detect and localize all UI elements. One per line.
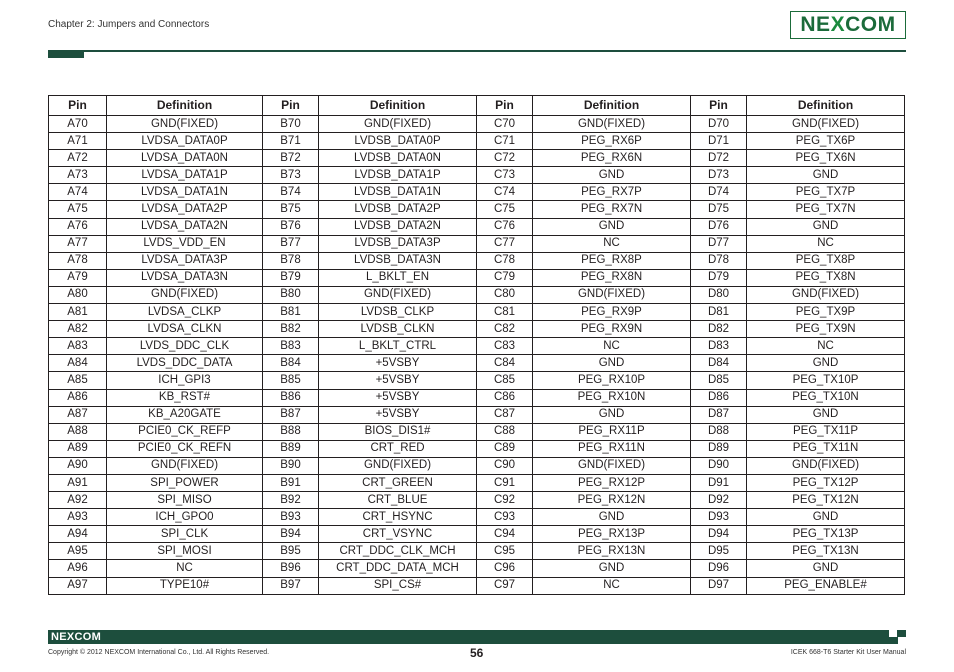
definition-cell: PEG_TX13N: [747, 543, 905, 560]
definition-cell: CRT_HSYNC: [319, 509, 477, 526]
definition-cell: CRT_VSYNC: [319, 526, 477, 543]
definition-cell: PEG_RX10P: [533, 372, 691, 389]
table-row: [49, 526, 905, 543]
pin-cell: A72: [49, 150, 107, 167]
definition-cell: PEG_TX8N: [747, 269, 905, 286]
footer-logo: NEXCOM: [51, 631, 102, 643]
pin-cell: D84: [691, 355, 747, 372]
column-header-definition: Definition: [747, 96, 905, 116]
pin-cell: D81: [691, 304, 747, 321]
definition-cell: LVDSB_DATA2P: [319, 201, 477, 218]
definition-cell: PEG_TX9N: [747, 321, 905, 338]
pin-cell: C74: [477, 184, 533, 201]
definition-cell: GND(FIXED): [533, 286, 691, 303]
pin-cell: A90: [49, 457, 107, 474]
table-row: [49, 184, 905, 201]
manual-title: ICEK 668-T6 Starter Kit User Manual: [790, 649, 906, 656]
definition-cell: PEG_TX8P: [747, 252, 905, 269]
definition-cell: PEG_TX11P: [747, 423, 905, 440]
definition-cell: LVDSA_CLKN: [107, 321, 263, 338]
table-body: [49, 116, 905, 595]
pin-cell: A95: [49, 543, 107, 560]
definition-cell: PEG_TX13P: [747, 526, 905, 543]
pin-cell: C72: [477, 150, 533, 167]
logo-part-ne: NE: [800, 13, 831, 36]
table-row: [49, 474, 905, 491]
pin-cell: D70: [691, 116, 747, 133]
definition-cell: GND(FIXED): [747, 286, 905, 303]
definition-cell: L_BKLT_CTRL: [319, 338, 477, 355]
definition-cell: GND: [747, 167, 905, 184]
definition-cell: KB_RST#: [107, 389, 263, 406]
pin-cell: D73: [691, 167, 747, 184]
definition-cell: KB_A20GATE: [107, 406, 263, 423]
pin-cell: A74: [49, 184, 107, 201]
definition-cell: +5VSBY: [319, 389, 477, 406]
pin-cell: D92: [691, 492, 747, 509]
definition-cell: SPI_MOSI: [107, 543, 263, 560]
header-tab-accent: [48, 50, 84, 58]
pin-cell: C94: [477, 526, 533, 543]
pin-cell: B89: [263, 440, 319, 457]
definition-cell: LVDSA_DATA2N: [107, 218, 263, 235]
pin-cell: C71: [477, 133, 533, 150]
definition-cell: LVDSA_DATA3N: [107, 269, 263, 286]
pin-cell: A75: [49, 201, 107, 218]
definition-cell: LVDSA_DATA0P: [107, 133, 263, 150]
column-header-definition: Definition: [107, 96, 263, 116]
definition-cell: PEG_RX10N: [533, 389, 691, 406]
definition-cell: GND(FIXED): [319, 116, 477, 133]
pin-cell: A83: [49, 338, 107, 355]
pin-cell: D75: [691, 201, 747, 218]
pin-cell: C78: [477, 252, 533, 269]
pin-cell: D97: [691, 577, 747, 594]
definition-cell: PCIE0_CK_REFN: [107, 440, 263, 457]
definition-cell: PEG_RX7P: [533, 184, 691, 201]
pin-cell: C90: [477, 457, 533, 474]
table-row: [49, 543, 905, 560]
pin-cell: C83: [477, 338, 533, 355]
pin-cell: B77: [263, 235, 319, 252]
pin-cell: A86: [49, 389, 107, 406]
pin-cell: C86: [477, 389, 533, 406]
definition-cell: LVDSA_DATA0N: [107, 150, 263, 167]
pin-cell: C76: [477, 218, 533, 235]
column-header-definition: Definition: [533, 96, 691, 116]
table-row: [49, 406, 905, 423]
definition-cell: PEG_TX6P: [747, 133, 905, 150]
definition-cell: LVDSB_CLKP: [319, 304, 477, 321]
definition-cell: CRT_GREEN: [319, 474, 477, 491]
definition-cell: PEG_TX9P: [747, 304, 905, 321]
definition-cell: ICH_GPI3: [107, 372, 263, 389]
footer-corner-mark: [898, 637, 906, 644]
pin-cell: B88: [263, 423, 319, 440]
pin-cell: D88: [691, 423, 747, 440]
pin-cell: B94: [263, 526, 319, 543]
definition-cell: GND(FIXED): [533, 457, 691, 474]
pin-cell: D83: [691, 338, 747, 355]
pin-cell: D80: [691, 286, 747, 303]
pin-cell: D78: [691, 252, 747, 269]
pin-cell: A81: [49, 304, 107, 321]
definition-cell: PEG_RX9P: [533, 304, 691, 321]
pin-cell: D74: [691, 184, 747, 201]
pin-cell: B90: [263, 457, 319, 474]
pin-cell: C81: [477, 304, 533, 321]
column-header-definition: Definition: [319, 96, 477, 116]
pin-cell: B96: [263, 560, 319, 577]
table-row: [49, 389, 905, 406]
definition-cell: L_BKLT_EN: [319, 269, 477, 286]
definition-cell: GND(FIXED): [747, 116, 905, 133]
definition-cell: SPI_CLK: [107, 526, 263, 543]
definition-cell: PEG_RX6N: [533, 150, 691, 167]
pin-cell: D82: [691, 321, 747, 338]
pin-cell: C85: [477, 372, 533, 389]
table-row: [49, 304, 905, 321]
definition-cell: LVDS_DDC_DATA: [107, 355, 263, 372]
definition-cell: GND(FIXED): [533, 116, 691, 133]
definition-cell: GND: [533, 406, 691, 423]
pin-cell: B80: [263, 286, 319, 303]
definition-cell: PEG_RX8N: [533, 269, 691, 286]
pin-cell: D72: [691, 150, 747, 167]
table-header-row: [49, 96, 905, 116]
pin-cell: D93: [691, 509, 747, 526]
definition-cell: NC: [533, 577, 691, 594]
pin-cell: B74: [263, 184, 319, 201]
definition-cell: PCIE0_CK_REFP: [107, 423, 263, 440]
definition-cell: PEG_TX10N: [747, 389, 905, 406]
definition-cell: PEG_TX7N: [747, 201, 905, 218]
definition-cell: CRT_DDC_CLK_MCH: [319, 543, 477, 560]
logo-part-x: X: [830, 13, 846, 36]
pin-cell: C79: [477, 269, 533, 286]
table-row: [49, 457, 905, 474]
definition-cell: PEG_RX7N: [533, 201, 691, 218]
pin-cell: A97: [49, 577, 107, 594]
definition-cell: GND: [747, 560, 905, 577]
table-row: [49, 372, 905, 389]
pin-cell: A96: [49, 560, 107, 577]
definition-cell: NC: [747, 338, 905, 355]
pin-cell: A93: [49, 509, 107, 526]
pin-cell: B79: [263, 269, 319, 286]
definition-cell: GND(FIXED): [107, 116, 263, 133]
pin-cell: C95: [477, 543, 533, 560]
definition-cell: GND: [747, 509, 905, 526]
definition-cell: GND(FIXED): [107, 457, 263, 474]
pin-cell: C92: [477, 492, 533, 509]
pin-cell: A82: [49, 321, 107, 338]
chapter-title: Chapter 2: Jumpers and Connectors: [48, 19, 210, 30]
pin-cell: D77: [691, 235, 747, 252]
column-header-pin: Pin: [49, 96, 107, 116]
definition-cell: PEG_RX6P: [533, 133, 691, 150]
definition-cell: GND(FIXED): [747, 457, 905, 474]
pin-cell: A84: [49, 355, 107, 372]
pin-cell: A77: [49, 235, 107, 252]
table-row: [49, 509, 905, 526]
pin-cell: A80: [49, 286, 107, 303]
definition-cell: LVDSA_CLKP: [107, 304, 263, 321]
definition-cell: LVDSA_DATA3P: [107, 252, 263, 269]
definition-cell: LVDS_VDD_EN: [107, 235, 263, 252]
pin-cell: B82: [263, 321, 319, 338]
definition-cell: CRT_BLUE: [319, 492, 477, 509]
definition-cell: PEG_TX12P: [747, 474, 905, 491]
pin-cell: B85: [263, 372, 319, 389]
pin-cell: C88: [477, 423, 533, 440]
pin-cell: B81: [263, 304, 319, 321]
table-row: [49, 492, 905, 509]
pin-cell: B71: [263, 133, 319, 150]
pin-cell: B83: [263, 338, 319, 355]
table-row: [49, 235, 905, 252]
pin-cell: A88: [49, 423, 107, 440]
definition-cell: PEG_RX12N: [533, 492, 691, 509]
pin-cell: A87: [49, 406, 107, 423]
pin-cell: D96: [691, 560, 747, 577]
pin-cell: D85: [691, 372, 747, 389]
definition-cell: SPI_POWER: [107, 474, 263, 491]
pin-cell: D95: [691, 543, 747, 560]
definition-cell: LVDSB_DATA0N: [319, 150, 477, 167]
pin-cell: A70: [49, 116, 107, 133]
definition-cell: LVDSA_DATA1P: [107, 167, 263, 184]
pin-cell: A91: [49, 474, 107, 491]
pin-cell: B76: [263, 218, 319, 235]
definition-cell: TYPE10#: [107, 577, 263, 594]
column-header-pin: Pin: [477, 96, 533, 116]
pin-cell: D76: [691, 218, 747, 235]
pin-cell: C89: [477, 440, 533, 457]
definition-cell: PEG_RX12P: [533, 474, 691, 491]
definition-cell: PEG_TX6N: [747, 150, 905, 167]
pin-cell: B75: [263, 201, 319, 218]
pin-definition-table: [48, 95, 905, 595]
column-header-pin: Pin: [691, 96, 747, 116]
pin-cell: C97: [477, 577, 533, 594]
pin-cell: C73: [477, 167, 533, 184]
definition-cell: CRT_DDC_DATA_MCH: [319, 560, 477, 577]
pin-cell: C87: [477, 406, 533, 423]
page-number: 56: [470, 646, 484, 660]
definition-cell: LVDSB_DATA3N: [319, 252, 477, 269]
definition-cell: LVDSB_CLKN: [319, 321, 477, 338]
footer-corner-mark: [889, 630, 897, 637]
pin-cell: A85: [49, 372, 107, 389]
definition-cell: LVDSB_DATA1P: [319, 167, 477, 184]
table-row: [49, 321, 905, 338]
definition-cell: LVDSB_DATA0P: [319, 133, 477, 150]
pin-cell: B73: [263, 167, 319, 184]
definition-cell: NC: [107, 560, 263, 577]
definition-cell: LVDSA_DATA1N: [107, 184, 263, 201]
pin-cell: D89: [691, 440, 747, 457]
pin-cell: D71: [691, 133, 747, 150]
table-row: [49, 355, 905, 372]
pin-cell: A73: [49, 167, 107, 184]
pin-cell: A89: [49, 440, 107, 457]
pin-cell: C84: [477, 355, 533, 372]
definition-cell: GND: [747, 355, 905, 372]
pin-cell: B92: [263, 492, 319, 509]
definition-cell: CRT_RED: [319, 440, 477, 457]
pin-cell: B72: [263, 150, 319, 167]
table-row: [49, 150, 905, 167]
definition-cell: GND: [747, 406, 905, 423]
definition-cell: +5VSBY: [319, 406, 477, 423]
definition-cell: NC: [533, 235, 691, 252]
definition-cell: SPI_MISO: [107, 492, 263, 509]
definition-cell: +5VSBY: [319, 355, 477, 372]
definition-cell: PEG_TX10P: [747, 372, 905, 389]
table-row: [49, 286, 905, 303]
pin-cell: A92: [49, 492, 107, 509]
pin-cell: D90: [691, 457, 747, 474]
pin-cell: D87: [691, 406, 747, 423]
pin-cell: B84: [263, 355, 319, 372]
definition-cell: BIOS_DIS1#: [319, 423, 477, 440]
pin-cell: C77: [477, 235, 533, 252]
pin-cell: A76: [49, 218, 107, 235]
definition-cell: LVDS_DDC_CLK: [107, 338, 263, 355]
nexcom-logo: [790, 11, 906, 39]
pin-cell: D94: [691, 526, 747, 543]
pin-cell: C93: [477, 509, 533, 526]
definition-cell: PEG_ENABLE#: [747, 577, 905, 594]
definition-cell: PEG_TX12N: [747, 492, 905, 509]
definition-cell: GND: [533, 560, 691, 577]
pin-cell: B78: [263, 252, 319, 269]
definition-cell: PEG_RX13N: [533, 543, 691, 560]
table-row: [49, 577, 905, 594]
logo-text: [800, 13, 895, 37]
copyright-text: Copyright © 2012 NEXCOM International Co., Ltd. All Rights Reserved.: [48, 649, 270, 656]
definition-cell: LVDSA_DATA2P: [107, 201, 263, 218]
definition-cell: PEG_RX9N: [533, 321, 691, 338]
definition-cell: ICH_GPO0: [107, 509, 263, 526]
definition-cell: GND: [533, 218, 691, 235]
definition-cell: GND: [747, 218, 905, 235]
table-row: [49, 218, 905, 235]
pin-cell: A94: [49, 526, 107, 543]
definition-cell: NC: [533, 338, 691, 355]
pin-cell: B95: [263, 543, 319, 560]
pin-cell: D91: [691, 474, 747, 491]
definition-cell: PEG_TX7P: [747, 184, 905, 201]
pin-cell: B87: [263, 406, 319, 423]
pin-cell: A71: [49, 133, 107, 150]
definition-cell: PEG_TX11N: [747, 440, 905, 457]
table-row: [49, 201, 905, 218]
definition-cell: SPI_CS#: [319, 577, 477, 594]
table-row: [49, 252, 905, 269]
pin-cell: C70: [477, 116, 533, 133]
pin-cell: B93: [263, 509, 319, 526]
pin-cell: B97: [263, 577, 319, 594]
pin-cell: C82: [477, 321, 533, 338]
table-row: [49, 133, 905, 150]
definition-cell: PEG_RX8P: [533, 252, 691, 269]
pin-cell: D79: [691, 269, 747, 286]
table-row: [49, 116, 905, 133]
pin-cell: C91: [477, 474, 533, 491]
header-rule: [48, 50, 906, 52]
definition-cell: LVDSB_DATA2N: [319, 218, 477, 235]
definition-cell: PEG_RX11N: [533, 440, 691, 457]
table-row: [49, 423, 905, 440]
definition-cell: NC: [747, 235, 905, 252]
pin-cell: A78: [49, 252, 107, 269]
pin-cell: C75: [477, 201, 533, 218]
table-row: [49, 167, 905, 184]
definition-cell: GND(FIXED): [319, 457, 477, 474]
table-row: [49, 560, 905, 577]
pin-cell: B91: [263, 474, 319, 491]
definition-cell: GND: [533, 509, 691, 526]
definition-cell: PEG_RX13P: [533, 526, 691, 543]
definition-cell: GND: [533, 355, 691, 372]
definition-cell: +5VSBY: [319, 372, 477, 389]
pin-cell: C96: [477, 560, 533, 577]
definition-cell: LVDSB_DATA1N: [319, 184, 477, 201]
table-row: [49, 269, 905, 286]
definition-cell: PEG_RX11P: [533, 423, 691, 440]
logo-part-com: COM: [845, 13, 896, 36]
definition-cell: GND(FIXED): [319, 286, 477, 303]
definition-cell: GND: [533, 167, 691, 184]
definition-cell: LVDSB_DATA3P: [319, 235, 477, 252]
pin-cell: D86: [691, 389, 747, 406]
column-header-pin: Pin: [263, 96, 319, 116]
pin-cell: B70: [263, 116, 319, 133]
footer-bar: [48, 630, 906, 644]
definition-cell: GND(FIXED): [107, 286, 263, 303]
table-row: [49, 338, 905, 355]
pin-cell: B86: [263, 389, 319, 406]
pin-cell: C80: [477, 286, 533, 303]
pin-cell: A79: [49, 269, 107, 286]
table-row: [49, 440, 905, 457]
